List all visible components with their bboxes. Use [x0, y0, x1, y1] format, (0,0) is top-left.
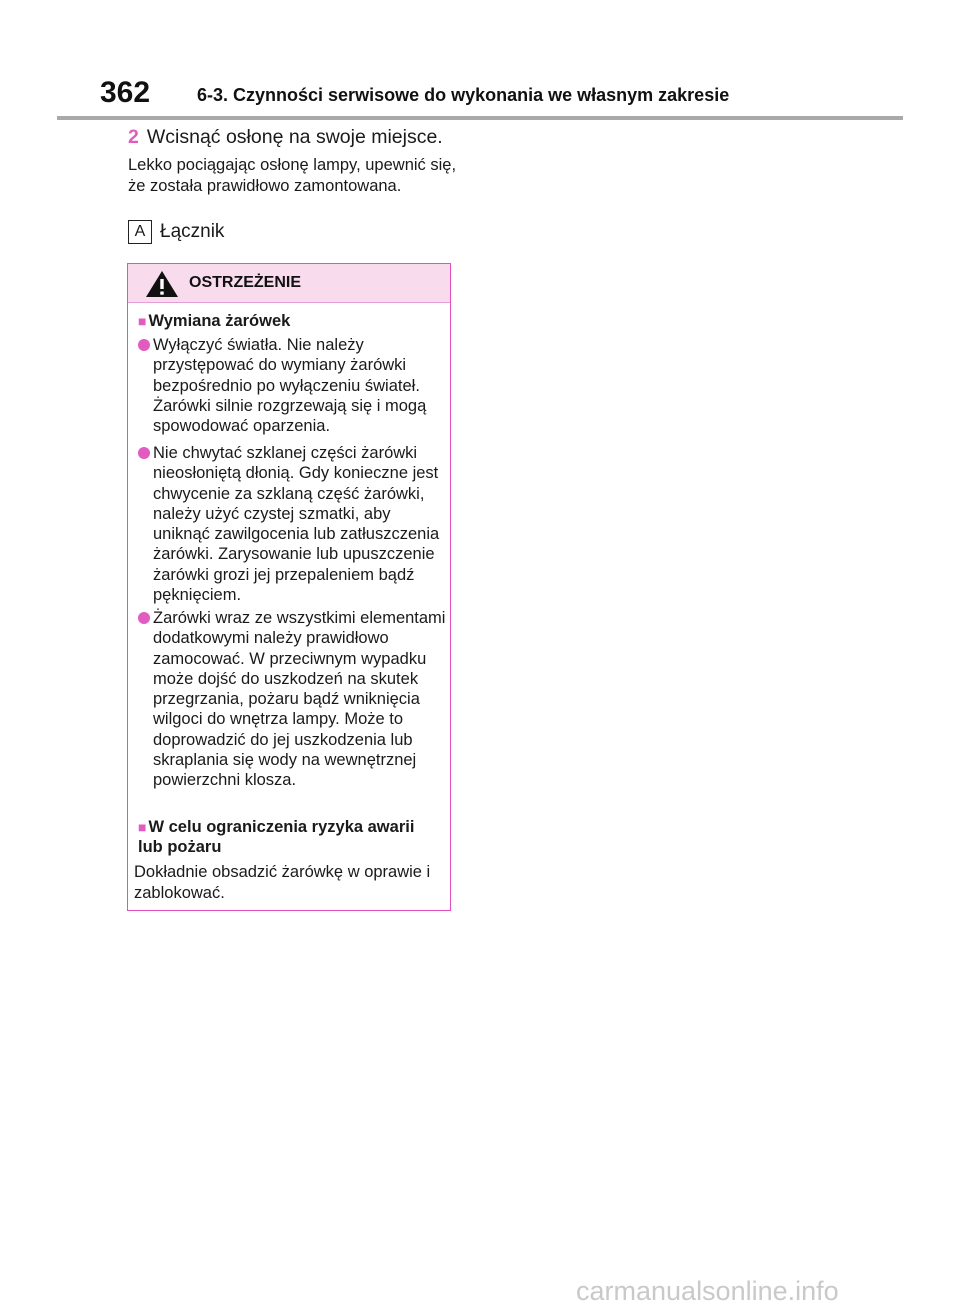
bullet-dot-icon	[138, 447, 150, 459]
warning-section-title: ■ Wymiana żarówek	[138, 312, 291, 330]
warning-section-title: ■ W celu ograniczenia ryzyka awarii lub pożaru	[138, 818, 415, 856]
square-bullet-icon: ■	[138, 819, 147, 835]
step-description: Lekko pociągając osłonę lampy, upewnić się, że została prawidłowo zamontowana.	[128, 156, 457, 195]
page-number: 362	[100, 76, 151, 109]
warning-section-text: Dokładnie obsadzić żarówkę w oprawie i zablokować.	[134, 863, 431, 902]
step-number: 2	[128, 126, 139, 148]
watermark: carmanualsonline.info	[576, 1276, 839, 1306]
bullet-dot-icon	[138, 612, 150, 624]
header-divider	[57, 116, 903, 120]
callout-text: Łącznik	[160, 221, 225, 243]
warning-box	[127, 263, 451, 911]
bullet-dot-icon	[138, 339, 150, 351]
section-title: 6-3. Czynności serwisowe do wykonania we własnym zakresie	[197, 85, 730, 105]
step-text: Wcisnąć osłonę na swoje miejsce.	[146, 126, 443, 148]
warning-bullet: Żarówki wraz ze wszystkimi elementami dodatkowymi należy prawidłowo zamocować. W przeciwnym wypadku może dojść do uszkodzeń na skutek przegrzania, pożaru bądź wniknięcia wilgoci do wnętrza lampy. Może to doprowadzić do jej uszkodzenia lub skraplania się wody na wewnętrznej powierzchni klosza.	[138, 608, 450, 791]
square-bullet-icon: ■	[138, 313, 147, 329]
warning-bullet: Wyłączyć światła. Nie należy przystępować do wymiany żarówki bezpośrednio po wyłączeniu świateł. Żarówki silnie rozgrzewają się i mogą spowodować oparzenia.	[138, 335, 450, 436]
warning-bullet: Nie chwytać szklanej części żarówki nieosłoniętą dłonią. Gdy konieczne jest chwycenie za szklaną część żarówki, należy użyć czystej szmatki, aby uniknąć zawilgocenia lub zatłuszczenia żarówki. Zarysowanie lub upuszczenie żarówki grozi jej przepaleniem bądź pęknięciem.	[138, 443, 450, 605]
warning-header	[128, 264, 450, 303]
callout-label	[128, 220, 224, 244]
step-heading	[128, 126, 443, 149]
page-header	[100, 74, 904, 118]
warning-triangle-icon	[144, 269, 180, 304]
warning-title: OSTRZEŻENIE	[189, 274, 302, 291]
callout-badge: A	[128, 220, 152, 244]
